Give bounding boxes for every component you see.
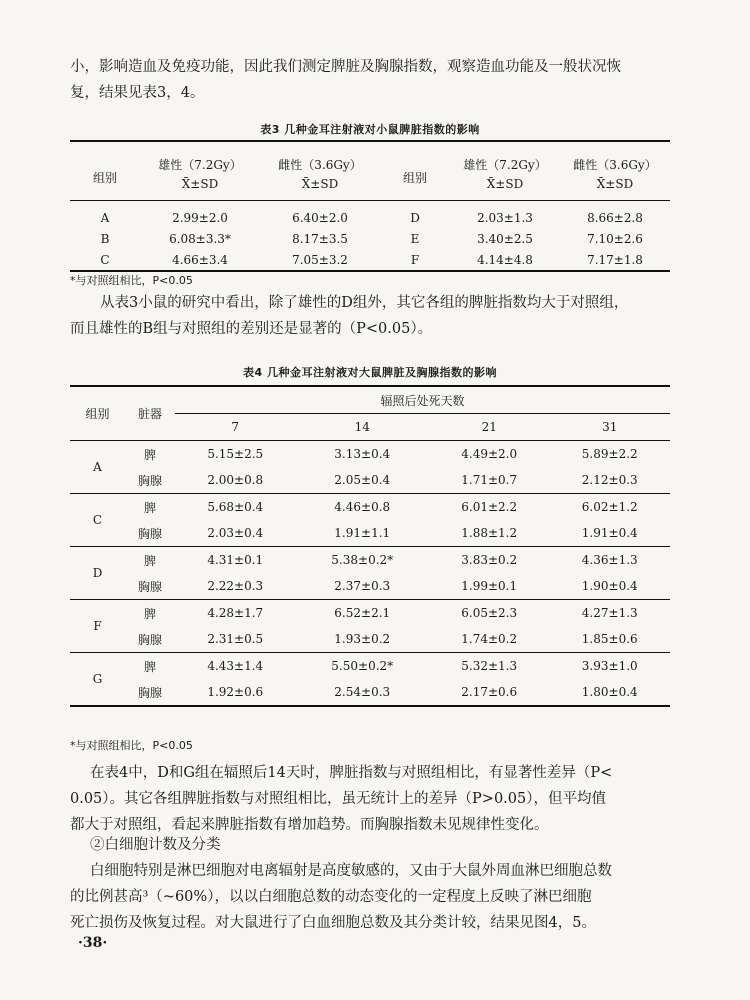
t4-cell: 3.83±0.2 bbox=[429, 547, 550, 574]
t4-cell: 4.36±1.3 bbox=[549, 547, 670, 574]
t3-group: C bbox=[70, 249, 140, 271]
t4-cell: 2.05±0.4 bbox=[334, 473, 391, 487]
t3-group: B bbox=[100, 231, 110, 246]
para2-line-2: 而且雄性的B组与对照组的差别还是显著的（P<0.05）。 bbox=[70, 321, 433, 337]
t4-cell: 2.37±0.3 bbox=[334, 579, 391, 593]
t4-cell: 3.93±1.0 bbox=[549, 653, 670, 680]
t4-cell: 5.38±0.2* bbox=[296, 547, 429, 574]
t3-group: A bbox=[70, 201, 140, 229]
t4-cell: 2.00±0.8 bbox=[207, 473, 264, 487]
t4-organ: 脾 bbox=[125, 494, 175, 521]
t4-cell: 2.31±0.5 bbox=[207, 632, 264, 646]
t4-cell: 1.91±1.1 bbox=[334, 526, 391, 540]
t3-cell: 6.40±2.0 bbox=[260, 201, 380, 229]
t4-cell: 5.68±0.4 bbox=[175, 494, 296, 521]
intro-paragraph bbox=[70, 54, 621, 106]
section-line-3: 死亡损伤及恢复过程。对大鼠进行了白血细胞总数及其分类计较，结果见图4，5。 bbox=[70, 915, 596, 931]
t4-cell: 5.32±1.3 bbox=[429, 653, 550, 680]
t4-cell: 2.22±0.3 bbox=[207, 579, 264, 593]
t3-col-female-1: 雌性（3.6Gy） bbox=[260, 141, 380, 174]
t4-cell: 3.13±0.4 bbox=[334, 447, 391, 461]
para3-line-1: 在表4中，D和G组在辐照后14天时，脾脏指数与对照组相比，有显著性差异（P< bbox=[90, 765, 613, 781]
t3-cell: 7.17±1.8 bbox=[560, 249, 670, 271]
t3-stat-3: X̄±SD bbox=[486, 177, 524, 191]
t4-cell: 1.80±0.4 bbox=[549, 679, 670, 706]
t4-cell: 4.46±0.8 bbox=[296, 494, 429, 521]
t4-organ: 脾 bbox=[125, 653, 175, 680]
intro-line-1: 小，影响造血及免疫功能，因此我们测定脾脏及胸腺指数，观察造血功能及一般状况恢 bbox=[70, 59, 621, 75]
t4-organ: 脾 bbox=[125, 600, 175, 627]
t4-cell: 1.93±0.2 bbox=[334, 632, 391, 646]
t3-cell: 2.03±1.3 bbox=[450, 201, 560, 229]
t3-stat-1: X̄±SD bbox=[181, 177, 219, 191]
t4-cell: 1.71±0.7 bbox=[461, 473, 518, 487]
t4-group: A bbox=[93, 460, 102, 474]
para3-line-2: 0.05）。其它各组脾脏指数与对照组相比，虽无统计上的差异（P>0.05），但平均值 bbox=[70, 791, 606, 807]
t4-cell: 1.91±0.4 bbox=[581, 526, 638, 540]
t3-cell: 3.40±2.5 bbox=[477, 231, 533, 246]
t4-cell: 6.52±2.1 bbox=[296, 600, 429, 627]
t3-cell: 2.99±2.0 bbox=[140, 201, 260, 229]
t4-cell: 5.50±0.2* bbox=[296, 653, 429, 680]
paragraph-3 bbox=[70, 760, 612, 838]
t4-cell: 4.49±2.0 bbox=[461, 447, 518, 461]
t4-cell: 2.12±0.3 bbox=[581, 473, 638, 487]
t3-cell: 7.05±3.2 bbox=[260, 249, 380, 271]
t4-organ: 胸腺 bbox=[125, 679, 175, 706]
t4-col-group: 组别 bbox=[70, 386, 125, 441]
t3-col-group: 组别 bbox=[70, 141, 140, 201]
t4-cell: 4.43±1.4 bbox=[175, 653, 296, 680]
section-heading: ②白细胞计数及分类 bbox=[90, 837, 221, 853]
table3 bbox=[70, 140, 670, 272]
t4-organ: 胸腺 bbox=[137, 579, 162, 594]
t4-cell: 1.74±0.2 bbox=[461, 632, 518, 646]
t4-cell: 6.02±1.2 bbox=[549, 494, 670, 521]
t4-organ: 胸腺 bbox=[137, 632, 162, 647]
t4-col-days: 辐照后处死天数 bbox=[175, 386, 670, 414]
t4-cell: 1.85±0.6 bbox=[581, 632, 638, 646]
t4-cell: 4.28±1.7 bbox=[175, 600, 296, 627]
paragraph-2 bbox=[70, 290, 629, 342]
t3-cell: 8.66±2.8 bbox=[560, 201, 670, 229]
t3-group: E bbox=[410, 231, 420, 246]
t4-group: G bbox=[70, 653, 125, 707]
t4-group: D bbox=[70, 547, 125, 600]
t3-col-male-2: 雄性（7.2Gy） bbox=[450, 141, 560, 174]
section-leukocyte bbox=[70, 832, 612, 936]
t4-cell: 6.05±2.3 bbox=[429, 600, 550, 627]
t3-col-group-2: 组别 bbox=[380, 141, 450, 201]
para3-line-3: 都大于对照组，看起来脾脏指数有增加趋势。而胸腺指数未见规律性变化。 bbox=[70, 817, 549, 833]
table4-caption: 表4 几种金耳注射液对大鼠脾脏及胸腺指数的影响 bbox=[243, 366, 497, 379]
t4-cell: 4.31±0.1 bbox=[175, 547, 296, 574]
t4-cell: 6.01±2.2 bbox=[429, 494, 550, 521]
t3-cell: 4.14±4.8 bbox=[450, 249, 560, 271]
table3-caption: 表3 几种金耳注射液对小鼠脾脏指数的影响 bbox=[260, 123, 480, 136]
t4-cell: 5.15±2.5 bbox=[207, 447, 264, 461]
t4-organ: 脾 bbox=[125, 547, 175, 574]
t4-day-14: 14 bbox=[296, 414, 429, 441]
section-line-2: 的比例甚高³（~60%），以以白细胞总数的动态变化的一定程度上反映了淋巴细胞 bbox=[70, 889, 592, 905]
t3-cell: 6.08±3.3* bbox=[169, 231, 231, 246]
t3-cell: 8.17±3.5 bbox=[292, 231, 348, 246]
t4-cell: 2.03±0.4 bbox=[207, 526, 264, 540]
section-line-1: 白细胞特别是淋巴细胞对电离辐射是高度敏感的，又由于大鼠外周血淋巴细胞总数 bbox=[90, 863, 612, 879]
t4-cell: 2.54±0.3 bbox=[296, 679, 429, 706]
t4-cell: 2.17±0.6 bbox=[429, 679, 550, 706]
t4-col-organ: 脏器 bbox=[125, 386, 175, 441]
t4-group: F bbox=[70, 600, 125, 653]
t3-stat-2: X̄±SD bbox=[301, 177, 339, 191]
t4-organ: 脾 bbox=[143, 447, 156, 462]
t3-col-female-2: 雌性（3.6Gy） bbox=[560, 141, 670, 174]
t4-cell: 1.88±1.2 bbox=[461, 526, 518, 540]
t3-cell: 7.10±2.6 bbox=[587, 231, 643, 246]
table4 bbox=[70, 385, 670, 707]
t4-organ: 胸腺 bbox=[137, 473, 162, 488]
table4-note: *与对照组相比，P<0.05 bbox=[70, 739, 193, 752]
t4-organ: 胸腺 bbox=[137, 526, 162, 541]
table3-note: *与对照组相比，P<0.05 bbox=[70, 274, 193, 287]
t3-col-male-1: 雄性（7.2Gy） bbox=[140, 141, 260, 174]
t4-cell: 1.92±0.6 bbox=[175, 679, 296, 706]
t4-day-31: 31 bbox=[549, 414, 670, 441]
t3-group: F bbox=[380, 249, 450, 271]
t4-cell: 5.89±2.2 bbox=[581, 447, 638, 461]
t4-day-21: 21 bbox=[429, 414, 550, 441]
t4-cell: 1.90±0.4 bbox=[581, 579, 638, 593]
page-number: ·38· bbox=[78, 935, 108, 951]
t3-stat-4: X̄±SD bbox=[596, 177, 634, 191]
t4-cell: 1.99±0.1 bbox=[461, 579, 518, 593]
t3-cell: 4.66±3.4 bbox=[140, 249, 260, 271]
t4-day-7: 7 bbox=[175, 414, 296, 441]
t3-group: D bbox=[380, 201, 450, 229]
t4-cell: 4.27±1.3 bbox=[549, 600, 670, 627]
para2-line-1: 从表3小鼠的研究中看出，除了雄性的D组外，其它各组的脾脏指数均大于对照组， bbox=[100, 295, 629, 311]
t4-group: C bbox=[70, 494, 125, 547]
intro-line-2: 复，结果见表3，4。 bbox=[70, 85, 205, 101]
